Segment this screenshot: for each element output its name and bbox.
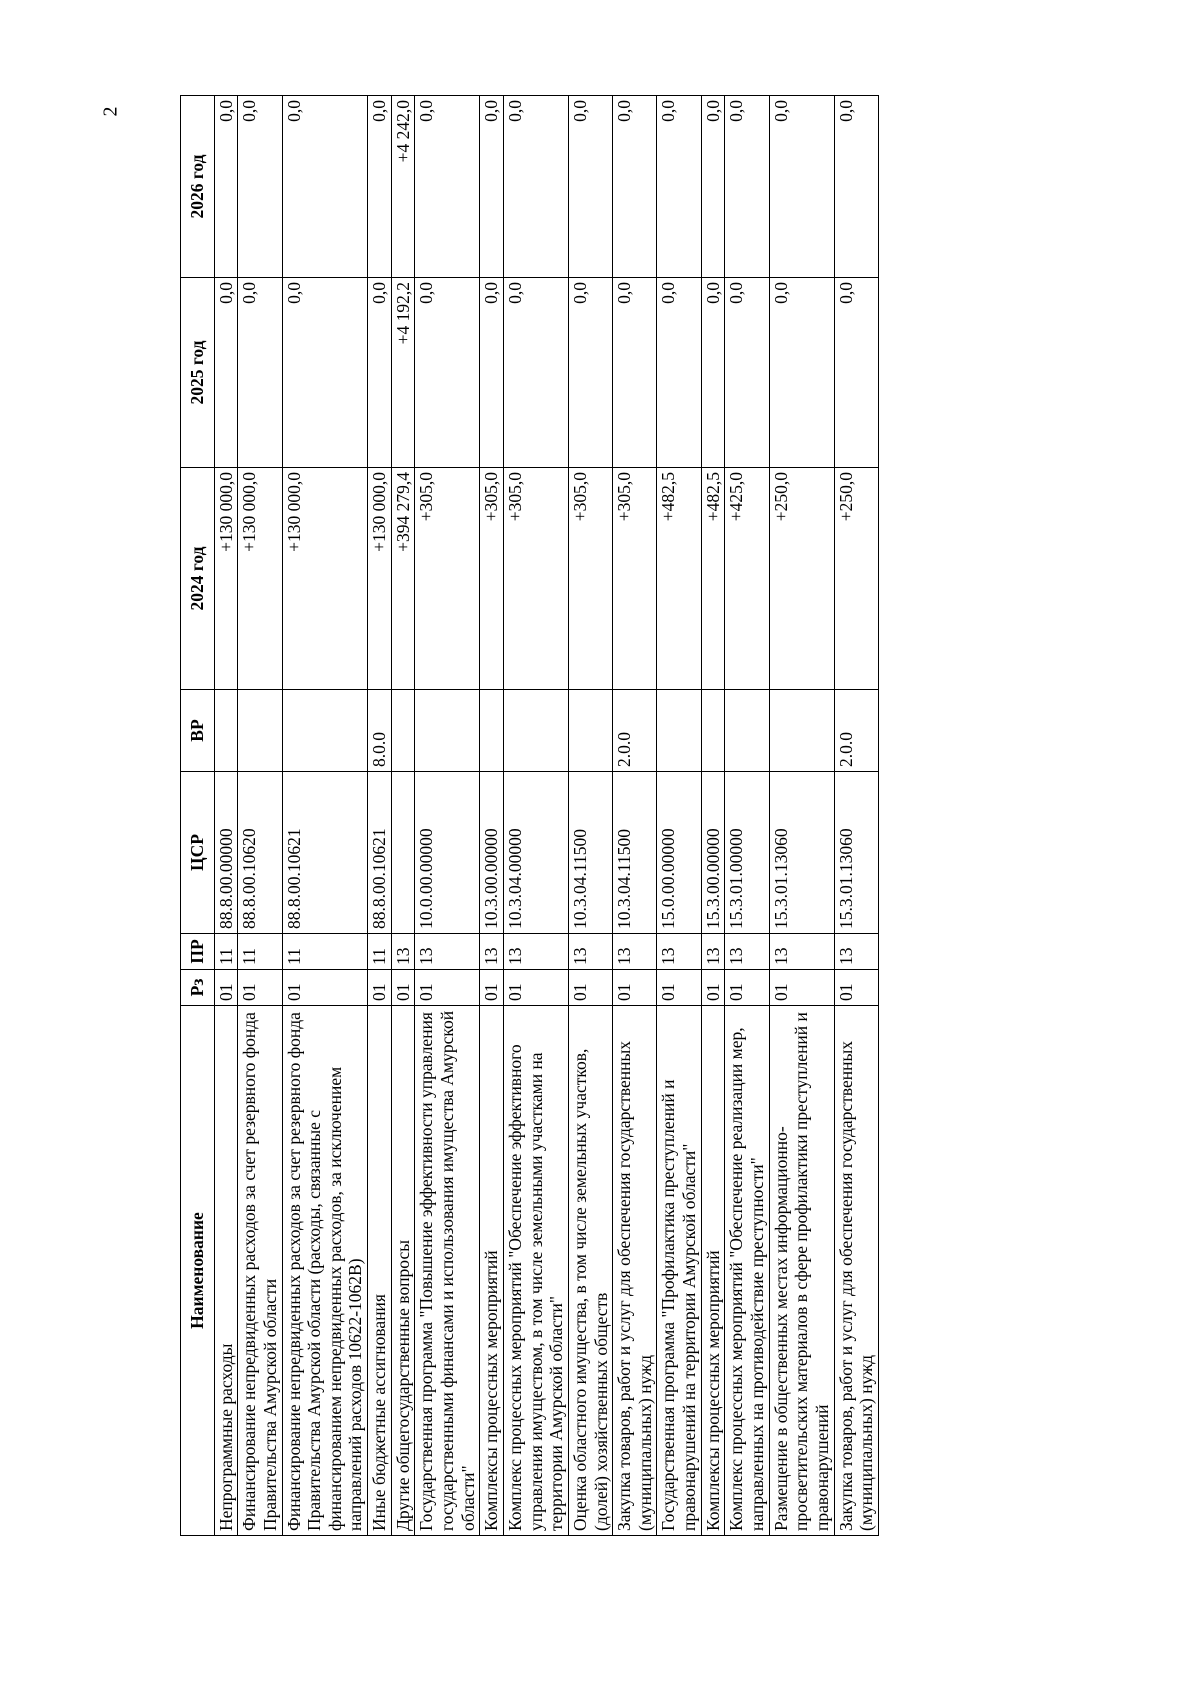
cell-2024: +130 000,0	[282, 468, 368, 690]
cell-rz: 01	[657, 970, 701, 1006]
cell-csr: 10.3.04.11500	[613, 772, 657, 934]
cell-pr: 11	[282, 934, 368, 970]
cell-2025: 0,0	[613, 278, 657, 468]
budget-table	[180, 95, 879, 1536]
table-row	[415, 96, 480, 1536]
budget-table-container	[180, 96, 1080, 1536]
cell-rz: 01	[568, 970, 612, 1006]
header-pr: ПР	[181, 934, 215, 970]
cell-2025: 0,0	[568, 278, 612, 468]
cell-2024: +425,0	[725, 468, 769, 690]
header-2026: 2026 год	[181, 96, 215, 278]
cell-vr	[725, 690, 769, 772]
cell-2026: 0,0	[238, 96, 282, 278]
cell-2026: 0,0	[568, 96, 612, 278]
cell-2024: +250,0	[834, 468, 878, 690]
table-row	[568, 96, 612, 1536]
cell-pr: 11	[214, 934, 238, 970]
cell-2024: +305,0	[480, 468, 504, 690]
cell-2026: 0,0	[415, 96, 480, 278]
cell-csr: 88.8.00.00000	[214, 772, 238, 934]
cell-csr: 10.3.04.11500	[568, 772, 612, 934]
cell-pr: 13	[769, 934, 834, 970]
cell-csr: 88.8.00.10620	[238, 772, 282, 934]
table-body	[214, 96, 878, 1536]
cell-name: Другие общегосударственные вопросы	[391, 1006, 415, 1536]
table-row	[701, 96, 725, 1536]
cell-vr: 2.0.0	[613, 690, 657, 772]
header-name: Наименование	[181, 1006, 215, 1536]
table-row	[391, 96, 415, 1536]
table-row	[214, 96, 238, 1536]
header-csr: ЦСР	[181, 772, 215, 934]
header-rz: Рз	[181, 970, 215, 1006]
cell-csr: 10.3.04.00000	[503, 772, 568, 934]
cell-rz: 01	[834, 970, 878, 1006]
cell-2025: 0,0	[769, 278, 834, 468]
cell-vr	[238, 690, 282, 772]
cell-pr: 13	[834, 934, 878, 970]
cell-vr	[214, 690, 238, 772]
cell-name: Комплекс процессных мероприятий "Обеспечение реализации мер, направленных на противодействие преступности"	[725, 1006, 769, 1536]
cell-rz: 01	[238, 970, 282, 1006]
cell-2025: 0,0	[701, 278, 725, 468]
cell-2025: 0,0	[282, 278, 368, 468]
page-number: 2	[99, 106, 122, 117]
cell-2026: +4 242,0	[391, 96, 415, 278]
cell-csr: 10.3.00.00000	[480, 772, 504, 934]
cell-vr	[415, 690, 480, 772]
cell-pr: 13	[503, 934, 568, 970]
cell-name: Размещение в общественных местах информационно-просветительских материалов в сфере профилактики преступлений и правонарушений	[769, 1006, 834, 1536]
cell-name: Непрограммные расходы	[214, 1006, 238, 1536]
cell-2025: 0,0	[503, 278, 568, 468]
cell-rz: 01	[480, 970, 504, 1006]
header-2025: 2025 год	[181, 278, 215, 468]
table-row	[238, 96, 282, 1536]
cell-2026: 0,0	[480, 96, 504, 278]
cell-2026: 0,0	[282, 96, 368, 278]
table-row	[368, 96, 392, 1536]
cell-2025: 0,0	[834, 278, 878, 468]
cell-name: Оценка областного имущества, в том числе земельных участков, (долей) хозяйственных обществ	[568, 1006, 612, 1536]
cell-pr: 11	[368, 934, 392, 970]
cell-csr: 15.3.01.13060	[769, 772, 834, 934]
cell-2024: +250,0	[769, 468, 834, 690]
cell-name: Комплексы процессных мероприятий	[701, 1006, 725, 1536]
cell-csr: 15.3.01.00000	[725, 772, 769, 934]
cell-rz: 01	[769, 970, 834, 1006]
cell-rz: 01	[725, 970, 769, 1006]
cell-pr: 13	[725, 934, 769, 970]
cell-2025: 0,0	[368, 278, 392, 468]
cell-2026: 0,0	[769, 96, 834, 278]
cell-2024: +130 000,0	[214, 468, 238, 690]
cell-rz: 01	[368, 970, 392, 1006]
cell-csr: 15.3.01.13060	[834, 772, 878, 934]
cell-name: Финансирование непредвиденных расходов за счет резервного фонда Правительства Амурской области (расходы, связанные с финансированием непредвиденных расходов, за исключением направлений расходов 10622-1062В)	[282, 1006, 368, 1536]
cell-vr: 8.0.0	[368, 690, 392, 772]
cell-name: Финансирование непредвиденных расходов за счет резервного фонда Правительства Амурской области	[238, 1006, 282, 1536]
cell-vr	[657, 690, 701, 772]
cell-2024: +130 000,0	[238, 468, 282, 690]
table-row	[834, 96, 878, 1536]
cell-2026: 0,0	[701, 96, 725, 278]
cell-pr: 13	[415, 934, 480, 970]
cell-2024: +305,0	[613, 468, 657, 690]
cell-rz: 01	[214, 970, 238, 1006]
table-header-row	[181, 96, 215, 1536]
cell-2026: 0,0	[214, 96, 238, 278]
cell-2025: 0,0	[657, 278, 701, 468]
cell-csr: 15.0.00.00000	[657, 772, 701, 934]
cell-rz: 01	[503, 970, 568, 1006]
table-row	[282, 96, 368, 1536]
cell-name: Комплекс процессных мероприятий "Обеспечение эффективного управления имуществом, в том числе земельными участками на территории Амурской области"	[503, 1006, 568, 1536]
cell-vr	[391, 690, 415, 772]
table-row	[480, 96, 504, 1536]
cell-2024: +482,5	[657, 468, 701, 690]
cell-2024: +305,0	[415, 468, 480, 690]
cell-pr: 13	[480, 934, 504, 970]
cell-vr: 2.0.0	[834, 690, 878, 772]
cell-name: Иные бюджетные ассигнования	[368, 1006, 392, 1536]
cell-rz: 01	[415, 970, 480, 1006]
cell-rz: 01	[613, 970, 657, 1006]
cell-2025: 0,0	[238, 278, 282, 468]
cell-csr: 88.8.00.10621	[282, 772, 368, 934]
cell-csr: 88.8.00.10621	[368, 772, 392, 934]
cell-2024: +482,5	[701, 468, 725, 690]
cell-csr: 10.0.00.00000	[415, 772, 480, 934]
table-row	[725, 96, 769, 1536]
table-row	[503, 96, 568, 1536]
cell-vr	[568, 690, 612, 772]
cell-rz: 01	[701, 970, 725, 1006]
cell-2026: 0,0	[834, 96, 878, 278]
cell-vr	[769, 690, 834, 772]
cell-rz: 01	[391, 970, 415, 1006]
cell-pr: 13	[701, 934, 725, 970]
cell-2024: +305,0	[503, 468, 568, 690]
cell-2025: 0,0	[415, 278, 480, 468]
cell-name: Комплексы процессных мероприятий	[480, 1006, 504, 1536]
table-row	[613, 96, 657, 1536]
cell-pr: 11	[238, 934, 282, 970]
cell-2026: 0,0	[725, 96, 769, 278]
cell-csr: 15.3.00.00000	[701, 772, 725, 934]
cell-2024: +305,0	[568, 468, 612, 690]
cell-2026: 0,0	[613, 96, 657, 278]
cell-vr	[480, 690, 504, 772]
cell-2025: 0,0	[725, 278, 769, 468]
table-row	[657, 96, 701, 1536]
cell-name: Государственная программа "Повышение эффективности управления государственными финансами и использования имущества Амурской области"	[415, 1006, 480, 1536]
cell-pr: 13	[568, 934, 612, 970]
cell-name: Закупка товаров, работ и услуг для обеспечения государственных (муниципальных) нужд	[613, 1006, 657, 1536]
cell-pr: 13	[613, 934, 657, 970]
cell-2025: 0,0	[480, 278, 504, 468]
cell-name: Закупка товаров, работ и услуг для обеспечения государственных (муниципальных) нужд	[834, 1006, 878, 1536]
cell-rz: 01	[282, 970, 368, 1006]
cell-2026: 0,0	[503, 96, 568, 278]
cell-2024: +130 000,0	[368, 468, 392, 690]
cell-pr: 13	[657, 934, 701, 970]
cell-pr: 13	[391, 934, 415, 970]
cell-2025: 0,0	[214, 278, 238, 468]
cell-2026: 0,0	[657, 96, 701, 278]
cell-2026: 0,0	[368, 96, 392, 278]
cell-2024: +394 279,4	[391, 468, 415, 690]
header-2024: 2024 год	[181, 468, 215, 690]
cell-vr	[701, 690, 725, 772]
cell-2025: +4 192,2	[391, 278, 415, 468]
header-vr: ВР	[181, 690, 215, 772]
cell-vr	[503, 690, 568, 772]
cell-vr	[282, 690, 368, 772]
table-row	[769, 96, 834, 1536]
cell-csr	[391, 772, 415, 934]
cell-name: Государственная программа "Профилактика преступлений и правонарушений на территории Амурской области"	[657, 1006, 701, 1536]
